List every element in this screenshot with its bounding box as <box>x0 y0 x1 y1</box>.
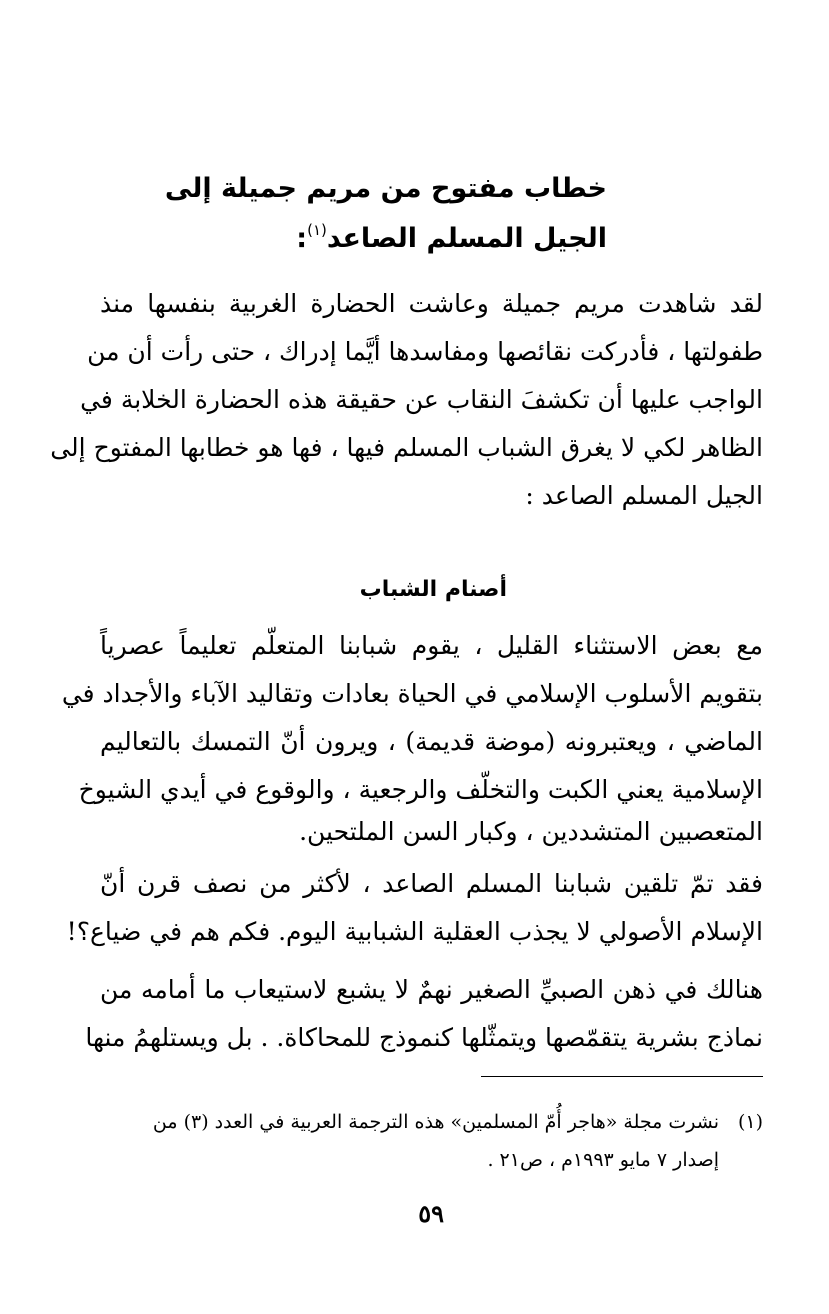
paragraph-line: بتقويم الأسلوب الإسلامي في الحياة بعادات وتقاليد الآباء والأجداد في <box>61 679 763 708</box>
section-heading: أصنام الشباب <box>359 577 507 602</box>
intro-line: الظاهر لكي لا يغرق الشباب المسلم فيها ، فها هو خطابها المفتوح إلى <box>50 433 763 462</box>
paragraph-line: مع بعض الاستثناء القليل ، يقوم شبابنا المتعلّم تعليماً عصرياً <box>100 631 763 660</box>
paragraph-line: فقد تمّ تلقين شبابنا المسلم الصاعد ، لأكثر من نصف قرن أنّ <box>100 869 763 898</box>
paragraph-line: الماضي ، ويعتبرونه (موضة قديمة) ، ويرون أنّ التمسك بالتعاليم <box>100 727 763 756</box>
intro-line: الجيل المسلم الصاعد : <box>525 481 763 510</box>
paragraph-line: الإسلامية يعني الكبت والتخلّف والرجعية ، والوقوع في أيدي الشيوخ <box>78 775 763 804</box>
intro-line: لقد شاهدت مريم جميلة وعاشت الحضارة الغربية بنفسها منذ <box>100 289 763 318</box>
page-title-line-2 <box>296 222 607 256</box>
footnote-line <box>100 1104 763 1140</box>
page-number: ٥٩ <box>418 1199 444 1228</box>
footnote-number: (١) <box>737 1111 763 1133</box>
footnote-line: إصدار ٧ مايو ١٩٩٣م ، ص٢١ . <box>487 1149 719 1171</box>
paragraph-line: المتعصبين المتشددين ، وكبار السن الملتحين. <box>299 817 763 846</box>
footnote-text: نشرت مجلة «هاجر أُمّ المسلمين» هذه الترجمة العربية في العدد (٣) من <box>152 1111 719 1133</box>
paragraph-line: الإسلام الأصولي لا يجذب العقلية الشبابية اليوم. فكم هم في ضياع؟! <box>66 917 763 946</box>
paragraph-line: هنالك في ذهن الصبيِّ الصغير نهمٌ لا يشبع لاستيعاب ما أمامه من <box>100 975 763 1004</box>
page-title-text: الجيل المسلم الصاعد <box>326 223 607 254</box>
intro-line: طفولتها ، فأدركت نقائصها ومفاسدها أيَّما إدراك ، حتى رأت أن من <box>87 337 763 366</box>
intro-line: الواجب عليها أن تكشفَ النقاب عن حقيقة هذه الحضارة الخلابة في <box>80 385 763 414</box>
page-title-line-1: خطاب مفتوح من مريم جميلة إلى <box>164 173 607 204</box>
page-title-colon: : <box>296 223 308 254</box>
paragraph-line: نماذج بشرية يتقمّصها ويتمثّلها كنموذج للمحاكاة. . بل ويستلهمُ منها <box>85 1023 763 1052</box>
footnote-marker: (١) <box>307 221 327 239</box>
footnote-divider <box>481 1076 763 1077</box>
